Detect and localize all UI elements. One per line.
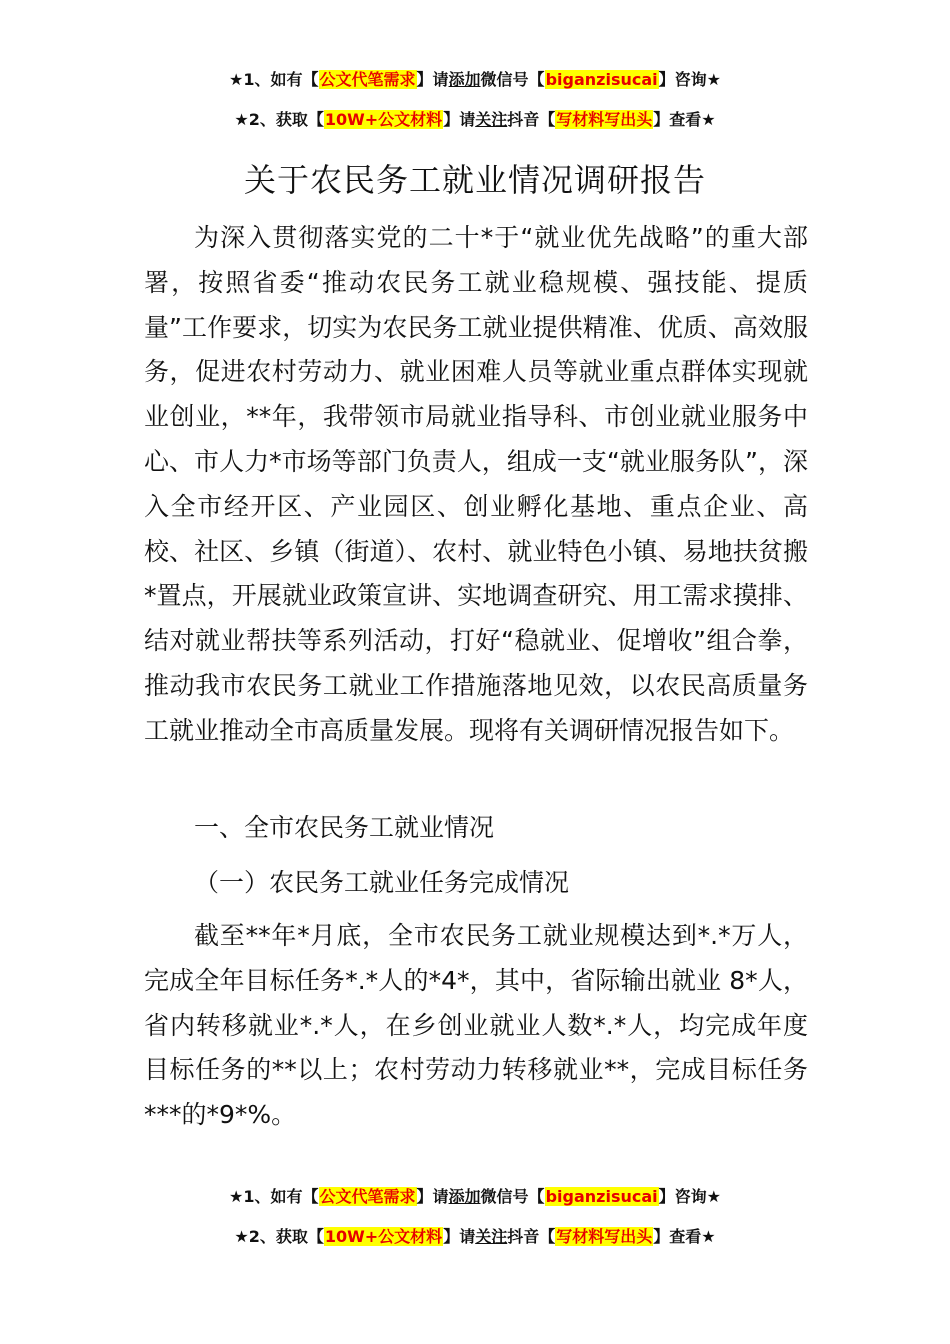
promo-highlight-service: 公文代笔需求 — [319, 1187, 416, 1206]
promo-suffix: 】查看★ — [653, 1227, 716, 1246]
promo-prefix: ★1、如有【 — [229, 1187, 319, 1206]
promo-line-2-bottom — [0, 1225, 950, 1249]
promo-highlight-douyin: 写材料写出头 — [556, 1227, 653, 1246]
promo-line-1-bottom — [0, 1185, 950, 1209]
promo-text: 】请 — [416, 1187, 449, 1206]
promo-highlight-service: 公文代笔需求 — [319, 70, 416, 89]
promo-text: 】请 — [443, 110, 476, 129]
promo-suffix: 】查看★ — [653, 110, 716, 129]
promo-highlight-douyin: 写材料写出头 — [556, 110, 653, 129]
intro-paragraph: 为深入贯彻落实党的二十*于“就业优先战略”的重大部署，按照省委“推动农民务工就业稳规模、强技能、提质量”工作要求，切实为农民务工就业提供精准、优质、高效服务，促进农村劳动力、就业困难人员等就业重点群体实现就业创业，**年，我带领市局就业指导科、市创业就业服务中心、市人力*市场等部门负责人，组成一支“就业服务队”，深入全市经开区、产业园区、创业孵化基地、重点企业、高校、社区、乡镇（街道）、农村、就业特色小镇、易地扶贫搬*置点，开展就业政策宣讲、实地调查研究、用工需求摸排、结对就业帮扶等系列活动，打好“稳就业、促增收”组合拳，推动我市农民务工就业工作措施落地见效，以农民高质量务工就业推动全市高质量发展。现将有关调研情况报告如下。 — [144, 223, 808, 745]
promo-underlined-follow: 关注 — [475, 110, 508, 129]
promo-underlined-add: 添加 — [448, 70, 481, 89]
subsection-heading-1-1: （一）农民务工就业任务完成情况 — [194, 868, 570, 897]
promo-highlight-wechat: biganzisucai — [545, 1187, 658, 1206]
promo-underlined-add: 添加 — [448, 1187, 481, 1206]
promo-highlight-materials: 10W+公文材料 — [324, 110, 443, 129]
promo-text: 】请 — [416, 70, 449, 89]
promo-line-2-top — [0, 108, 950, 132]
promo-prefix: ★2、获取【 — [234, 110, 324, 129]
promo-highlight-materials: 10W+公文材料 — [324, 1227, 443, 1246]
promo-text: 微信号【 — [480, 1187, 545, 1206]
promo-line-1-top — [0, 68, 950, 92]
promo-text: 抖音【 — [507, 110, 556, 129]
document-title: 关于农民务工就业情况调研报告 — [243, 161, 706, 199]
promo-prefix: ★2、获取【 — [234, 1227, 324, 1246]
section-heading-1: 一、全市农民务工就业情况 — [194, 813, 495, 842]
promo-suffix: 】咨询★ — [658, 1187, 721, 1206]
promo-text: 】请 — [443, 1227, 476, 1246]
promo-underlined-follow: 关注 — [475, 1227, 508, 1246]
promo-text: 抖音【 — [507, 1227, 556, 1246]
promo-suffix: 】咨询★ — [658, 70, 721, 89]
promo-prefix: ★1、如有【 — [229, 70, 319, 89]
promo-highlight-wechat: biganzisucai — [545, 70, 658, 89]
promo-text: 微信号【 — [480, 70, 545, 89]
stats-paragraph: 截至**年*月底，全市农民务工就业规模达到*.*万人，完成全年目标任务*.*人的*4*，其中，省际输出就业 8*人，省内转移就业*.*人，在乡创业就业人数*.*人，均完成年度目标任务的**以上；农村劳动力转移就业**，完成目标任务***的*9*%。 — [144, 921, 808, 1130]
